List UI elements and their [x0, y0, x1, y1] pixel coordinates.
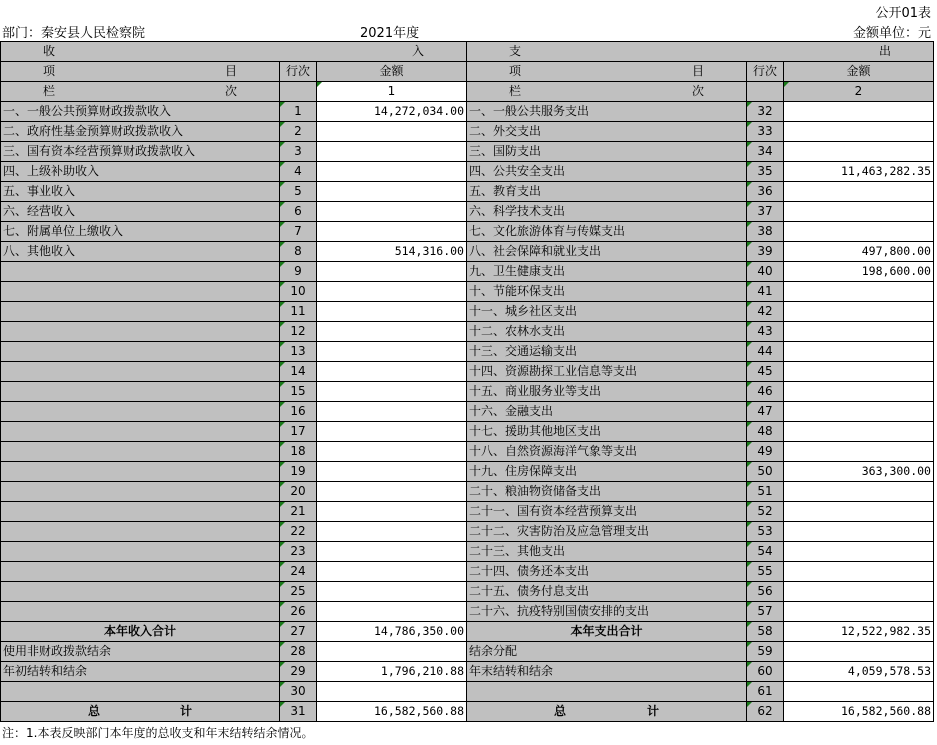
- expense-row-no: 57: [747, 602, 784, 622]
- expense-amount: [784, 202, 934, 222]
- income-item-label: [1, 562, 280, 582]
- income-item-label: [1, 482, 280, 502]
- expense-row-no: 56: [747, 582, 784, 602]
- header-row-index: [1, 82, 934, 102]
- income-col-index-label: 栏 次: [1, 82, 280, 102]
- expense-amount-header: 金额: [784, 62, 934, 82]
- income-item-label: 二、政府性基金预算财政拨款收入: [1, 122, 280, 142]
- income-amount: [317, 282, 467, 302]
- table-row: [1, 362, 934, 382]
- income-row-no: 14: [280, 362, 317, 382]
- expense-item-label: 十三、交通运输支出: [467, 342, 747, 362]
- row59-no: 59: [747, 642, 784, 662]
- expense-item-header: 项 目: [467, 62, 747, 82]
- table-row: [1, 522, 934, 542]
- expense-item-label: 十六、金融支出: [467, 402, 747, 422]
- expense-item-label: 三、国防支出: [467, 142, 747, 162]
- income-row-no: 17: [280, 422, 317, 442]
- grand-total-left-no: 31: [280, 702, 317, 722]
- table-row: [1, 482, 934, 502]
- expense-amount: [784, 522, 934, 542]
- year-label: 2021年度: [360, 26, 420, 41]
- table-row: [1, 302, 934, 322]
- expense-row-no: 42: [747, 302, 784, 322]
- income-amount: [317, 122, 467, 142]
- income-item-label: 八、其他收入: [1, 242, 280, 262]
- income-amount: [317, 322, 467, 342]
- income-amount-header: 金额: [317, 62, 467, 82]
- row29-amount: 1,796,210.88: [317, 662, 467, 682]
- table-row: [1, 262, 934, 282]
- expense-amount: [784, 422, 934, 442]
- income-item-label: 三、国有资本经营预算财政拨款收入: [1, 142, 280, 162]
- expense-item-label: 十一、城乡社区支出: [467, 302, 747, 322]
- income-row-no: 22: [280, 522, 317, 542]
- row61-label: [467, 682, 747, 702]
- income-item-label: [1, 322, 280, 342]
- expense-amount: [784, 102, 934, 122]
- income-row-no: 10: [280, 282, 317, 302]
- income-amount: [317, 262, 467, 282]
- row30-amount: [317, 682, 467, 702]
- expense-row-no: 41: [747, 282, 784, 302]
- expense-row-no: 54: [747, 542, 784, 562]
- table-row: [1, 122, 934, 142]
- expense-item-label: 十二、农林水支出: [467, 322, 747, 342]
- table-row: [1, 542, 934, 562]
- income-item-label: [1, 342, 280, 362]
- income-row-no: 4: [280, 162, 317, 182]
- table-row: [1, 282, 934, 302]
- expense-item-label: 十八、自然资源海洋气象等支出: [467, 442, 747, 462]
- income-total-label: 本年收入合计: [1, 622, 280, 642]
- income-row-no: 3: [280, 142, 317, 162]
- expense-row-no: 46: [747, 382, 784, 402]
- table-row: [1, 182, 934, 202]
- income-amount: [317, 182, 467, 202]
- income-item-label: [1, 362, 280, 382]
- income-row-no: 23: [280, 542, 317, 562]
- table-row: [1, 462, 934, 482]
- unit-label: 金额单位：元: [852, 26, 931, 41]
- header-row-section: [1, 42, 934, 62]
- expense-item-label: 十九、住房保障支出: [467, 462, 747, 482]
- expense-item-label: 二十四、债务还本支出: [467, 562, 747, 582]
- expense-amount: 198,600.00: [784, 262, 934, 282]
- table-row: [1, 102, 934, 122]
- expense-row-no: 52: [747, 502, 784, 522]
- expense-row-no: 34: [747, 142, 784, 162]
- grand-total-left-amount: 16,582,560.88: [317, 702, 467, 722]
- income-amount: 514,316.00: [317, 242, 467, 262]
- row28-amount: [317, 642, 467, 662]
- table-row: [1, 142, 934, 162]
- expense-amount: [784, 382, 934, 402]
- expense-amount: [784, 562, 934, 582]
- expense-item-label: 一、一般公共服务支出: [467, 102, 747, 122]
- expense-item-label: 五、教育支出: [467, 182, 747, 202]
- income-amount: [317, 422, 467, 442]
- income-total-no: 27: [280, 622, 317, 642]
- income-amount: [317, 442, 467, 462]
- grand-total-right-amount: 16,582,560.88: [784, 702, 934, 722]
- expense-row-no: 38: [747, 222, 784, 242]
- income-row-no: 9: [280, 262, 317, 282]
- expense-amount: [784, 142, 934, 162]
- expense-item-label: 二十三、其他支出: [467, 542, 747, 562]
- expense-row-no: 39: [747, 242, 784, 262]
- department-label: 部门：秦安县人民检察院: [2, 26, 146, 41]
- row60-no: 60: [747, 662, 784, 682]
- table-row: [1, 502, 934, 522]
- expense-row-no: 51: [747, 482, 784, 502]
- grand-total-row: [1, 702, 934, 722]
- table-row: [1, 342, 934, 362]
- income-amount: [317, 142, 467, 162]
- income-item-header: 项 目: [1, 62, 280, 82]
- row30-no: 30: [280, 682, 317, 702]
- income-row-no: 24: [280, 562, 317, 582]
- income-item-label: 四、上级补助收入: [1, 162, 280, 182]
- expense-item-label: 二十一、国有资本经营预算支出: [467, 502, 747, 522]
- income-item-label: [1, 402, 280, 422]
- expense-item-label: 八、社会保障和就业支出: [467, 242, 747, 262]
- income-row-no: 21: [280, 502, 317, 522]
- expense-item-label: 十五、商业服务业等支出: [467, 382, 747, 402]
- income-row-no: 20: [280, 482, 317, 502]
- table-row: [1, 402, 934, 422]
- income-row-no: 12: [280, 322, 317, 342]
- income-amount: [317, 562, 467, 582]
- expense-row-no: 55: [747, 562, 784, 582]
- expense-row-no: 36: [747, 182, 784, 202]
- row60-label: 年末结转和结余: [467, 662, 747, 682]
- expense-row-no: 45: [747, 362, 784, 382]
- income-row-no: 13: [280, 342, 317, 362]
- expense-total-amount: 12,522,982.35: [784, 622, 934, 642]
- table-row: [1, 682, 934, 702]
- income-row-no: 7: [280, 222, 317, 242]
- income-amount: [317, 302, 467, 322]
- income-amount: [317, 222, 467, 242]
- expense-amount: [784, 602, 934, 622]
- expense-amount: 11,463,282.35: [784, 162, 934, 182]
- expense-col-index-number: 2: [784, 82, 934, 102]
- income-item-label: 六、经营收入: [1, 202, 280, 222]
- expense-total-no: 58: [747, 622, 784, 642]
- header-row-columns: [1, 62, 934, 82]
- expense-item-label: 十四、资源勘探工业信息等支出: [467, 362, 747, 382]
- table-row: [1, 582, 934, 602]
- row60-amount: 4,059,578.53: [784, 662, 934, 682]
- income-rowno-header: 行次: [280, 62, 317, 82]
- income-amount: [317, 202, 467, 222]
- table-row: [1, 562, 934, 582]
- expense-amount: [784, 302, 934, 322]
- grand-total-right-no: 62: [747, 702, 784, 722]
- table-row: [1, 602, 934, 622]
- income-item-label: [1, 502, 280, 522]
- row61-no: 61: [747, 682, 784, 702]
- income-row-no: 5: [280, 182, 317, 202]
- income-item-label: [1, 462, 280, 482]
- income-item-label: [1, 302, 280, 322]
- table-row: [1, 662, 934, 682]
- table-row: [1, 442, 934, 462]
- expense-item-label: 四、公共安全支出: [467, 162, 747, 182]
- income-amount: [317, 402, 467, 422]
- expense-item-label: 二十六、抗疫特别国债安排的支出: [467, 602, 747, 622]
- form-code: 公开01表: [875, 6, 931, 21]
- income-row-no: 18: [280, 442, 317, 462]
- income-row-no: 8: [280, 242, 317, 262]
- expense-amount: [784, 482, 934, 502]
- table-row: [1, 242, 934, 262]
- expense-amount: 363,300.00: [784, 462, 934, 482]
- income-total-amount: 14,786,350.00: [317, 622, 467, 642]
- income-item-label: 一、一般公共预算财政拨款收入: [1, 102, 280, 122]
- table-row: [1, 222, 934, 242]
- expense-item-label: 七、文化旅游体育与传媒支出: [467, 222, 747, 242]
- income-row-no: 11: [280, 302, 317, 322]
- expense-item-label: 十、节能环保支出: [467, 282, 747, 302]
- income-amount: [317, 542, 467, 562]
- row59-label: 结余分配: [467, 642, 747, 662]
- expense-row-no: 47: [747, 402, 784, 422]
- income-row-no: 15: [280, 382, 317, 402]
- income-item-label: [1, 282, 280, 302]
- income-item-label: [1, 422, 280, 442]
- expense-row-no: 37: [747, 202, 784, 222]
- expense-row-no: 50: [747, 462, 784, 482]
- expense-row-no: 35: [747, 162, 784, 182]
- income-item-label: [1, 582, 280, 602]
- grand-total-left-label: 总 计: [1, 702, 280, 722]
- expense-amount: [784, 322, 934, 342]
- footnote: 注：1.本表反映部门本年度的总收支和年末结转结余情况。: [2, 726, 314, 740]
- expense-item-label: 二十、粮油物资储备支出: [467, 482, 747, 502]
- table-row: [1, 202, 934, 222]
- row28-no: 28: [280, 642, 317, 662]
- expense-row-no: 40: [747, 262, 784, 282]
- expense-row-no: 44: [747, 342, 784, 362]
- expense-amount: [784, 582, 934, 602]
- income-item-label: [1, 442, 280, 462]
- income-row-no: 1: [280, 102, 317, 122]
- expense-rowno-header: 行次: [747, 62, 784, 82]
- income-amount: [317, 342, 467, 362]
- expense-item-label: 二十二、灾害防治及应急管理支出: [467, 522, 747, 542]
- income-amount: [317, 522, 467, 542]
- row30-label: [1, 682, 280, 702]
- income-row-no: 26: [280, 602, 317, 622]
- income-item-label: 七、附属单位上缴收入: [1, 222, 280, 242]
- expense-row-no: 48: [747, 422, 784, 442]
- income-amount: [317, 582, 467, 602]
- total-row: [1, 622, 934, 642]
- income-item-label: [1, 602, 280, 622]
- table-row: [1, 422, 934, 442]
- income-amount: 14,272,034.00: [317, 102, 467, 122]
- income-amount: [317, 602, 467, 622]
- expense-amount: [784, 542, 934, 562]
- income-amount: [317, 362, 467, 382]
- income-amount: [317, 502, 467, 522]
- income-expense-table: [0, 41, 934, 722]
- income-item-label: [1, 262, 280, 282]
- table-row: [1, 322, 934, 342]
- expense-amount: 497,800.00: [784, 242, 934, 262]
- table-row: [1, 162, 934, 182]
- expense-row-no: 49: [747, 442, 784, 462]
- expense-amount: [784, 402, 934, 422]
- expense-amount: [784, 362, 934, 382]
- income-row-no: 2: [280, 122, 317, 142]
- expense-amount: [784, 282, 934, 302]
- expense-total-label: 本年支出合计: [467, 622, 747, 642]
- expense-amount: [784, 182, 934, 202]
- expense-section-header: 支 出: [467, 42, 934, 62]
- expense-row-no: 32: [747, 102, 784, 122]
- row61-amount: [784, 682, 934, 702]
- expense-row-no: 33: [747, 122, 784, 142]
- table-row: [1, 642, 934, 662]
- expense-col-index-blank: [747, 82, 784, 102]
- expense-amount: [784, 442, 934, 462]
- row28-label: 使用非财政拨款结余: [1, 642, 280, 662]
- expense-col-index-label: 栏 次: [467, 82, 747, 102]
- expense-row-no: 53: [747, 522, 784, 542]
- expense-amount: [784, 502, 934, 522]
- income-amount: [317, 462, 467, 482]
- expense-item-label: 二、外交支出: [467, 122, 747, 142]
- expense-item-label: 十七、援助其他地区支出: [467, 422, 747, 442]
- income-amount: [317, 162, 467, 182]
- income-item-label: [1, 522, 280, 542]
- row29-no: 29: [280, 662, 317, 682]
- income-row-no: 25: [280, 582, 317, 602]
- expense-item-label: 六、科学技术支出: [467, 202, 747, 222]
- income-row-no: 16: [280, 402, 317, 422]
- income-col-index-number: 1: [317, 82, 467, 102]
- row59-amount: [784, 642, 934, 662]
- income-section-header: 收 入: [1, 42, 467, 62]
- income-item-label: [1, 542, 280, 562]
- expense-item-label: 九、卫生健康支出: [467, 262, 747, 282]
- income-col-index-blank: [280, 82, 317, 102]
- expense-amount: [784, 222, 934, 242]
- expense-amount: [784, 342, 934, 362]
- expense-item-label: 二十五、债务付息支出: [467, 582, 747, 602]
- income-item-label: [1, 382, 280, 402]
- expense-row-no: 43: [747, 322, 784, 342]
- income-row-no: 6: [280, 202, 317, 222]
- income-amount: [317, 382, 467, 402]
- income-row-no: 19: [280, 462, 317, 482]
- expense-amount: [784, 122, 934, 142]
- grand-total-right-label: 总 计: [467, 702, 747, 722]
- income-amount: [317, 482, 467, 502]
- row29-label: 年初结转和结余: [1, 662, 280, 682]
- income-item-label: 五、事业收入: [1, 182, 280, 202]
- table-row: [1, 382, 934, 402]
